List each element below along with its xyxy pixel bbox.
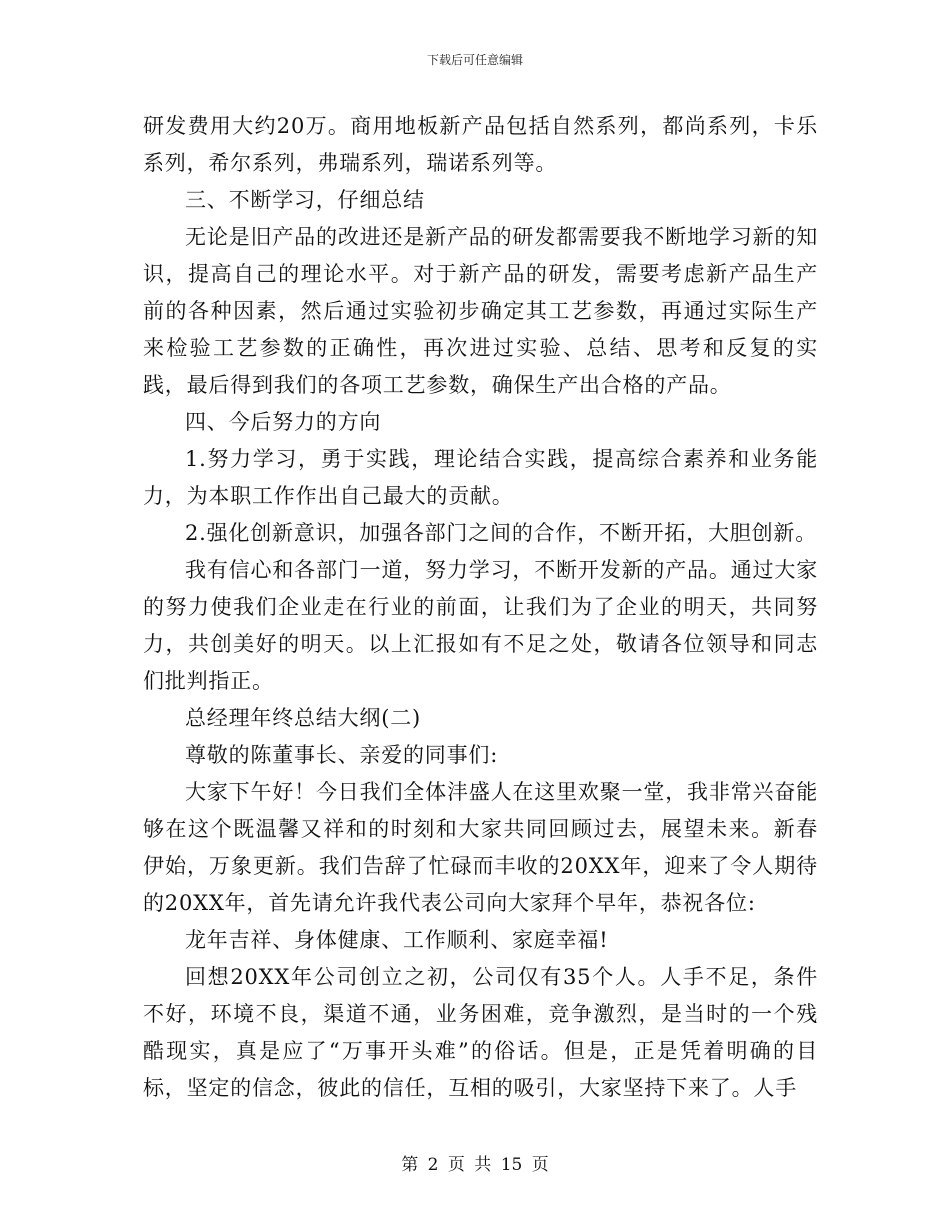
- paragraph: 大家下午好！今日我们全体沣盛人在这里欢聚一堂，我非常兴奋能够在这个既温馨又祥和的时刻和大家共同回顾过去，展望未来。新春伊始，万象更新。我们告辞了忙碌而丰收的20XX年，迎来了令人期待的20XX年，首先请允许我代表公司向大家拜个早年，恭祝各位:: [143, 780, 818, 915]
- page-header: 下载后可任意编辑: [426, 53, 523, 67]
- paragraph: 回想20XX年公司创立之初，公司仅有35个人。人手不足，条件不好，环境不良，渠道不通，业务困难，竞争激烈，是当时的一个残酷现实，真是应了“万事开头难”的俗话。但是，正是凭着明确的目标，坚定的信念，彼此的信任，互相的吸引，大家坚持下来了。人手: [143, 965, 818, 1100]
- section-heading-4: 四、今后努力的方向: [185, 410, 382, 434]
- document-body: [143, 108, 818, 1107]
- paragraph-continuation: 研发费用大约20万。商用地板新产品包括自然系列，都尚系列，卡乐系列，希尔系列，弗瑞系列，瑞诺系列等。: [143, 114, 818, 175]
- section-heading-3: 三、不断学习，仔细总结: [185, 188, 425, 212]
- paragraph: 无论是旧产品的改进还是新产品的研发都需要我不断地学习新的知识，提高自己的理论水平。对于新产品的研发，需要考虑新产品生产前的各种因素，然后通过实验初步确定其工艺参数，再通过实际生产来检验工艺参数的正确性，再次进过实验、总结、思考和反复的实践，最后得到我们的各项工艺参数，确保生产出合格的产品。: [143, 225, 818, 397]
- document-title: 总经理年终总结大纲(二): [185, 706, 421, 730]
- greeting-line: 龙年吉祥、身体健康、工作顺利、家庭幸福!: [185, 928, 609, 952]
- paragraph: 我有信心和各部门一道，努力学习，不断开发新的产品。通过大家的努力使我们企业走在行业的前面，让我们为了企业的明天，共同努力，共创美好的明天。以上汇报如有不足之处，敬请各位领导和同志们批判指正。: [143, 558, 818, 693]
- page-number: 第 2 页 共 15 页: [401, 1155, 549, 1175]
- list-item-1: 1.努力学习，勇于实践，理论结合实践，提高综合素养和业务能力，为本职工作作出自己最大的贡献。: [143, 447, 818, 508]
- salutation: 尊敬的陈董事长、亲爱的同事们:: [185, 743, 499, 767]
- list-item-2: 2.强化创新意识，加强各部门之间的合作，不断开拓，大胆创新。: [185, 521, 818, 545]
